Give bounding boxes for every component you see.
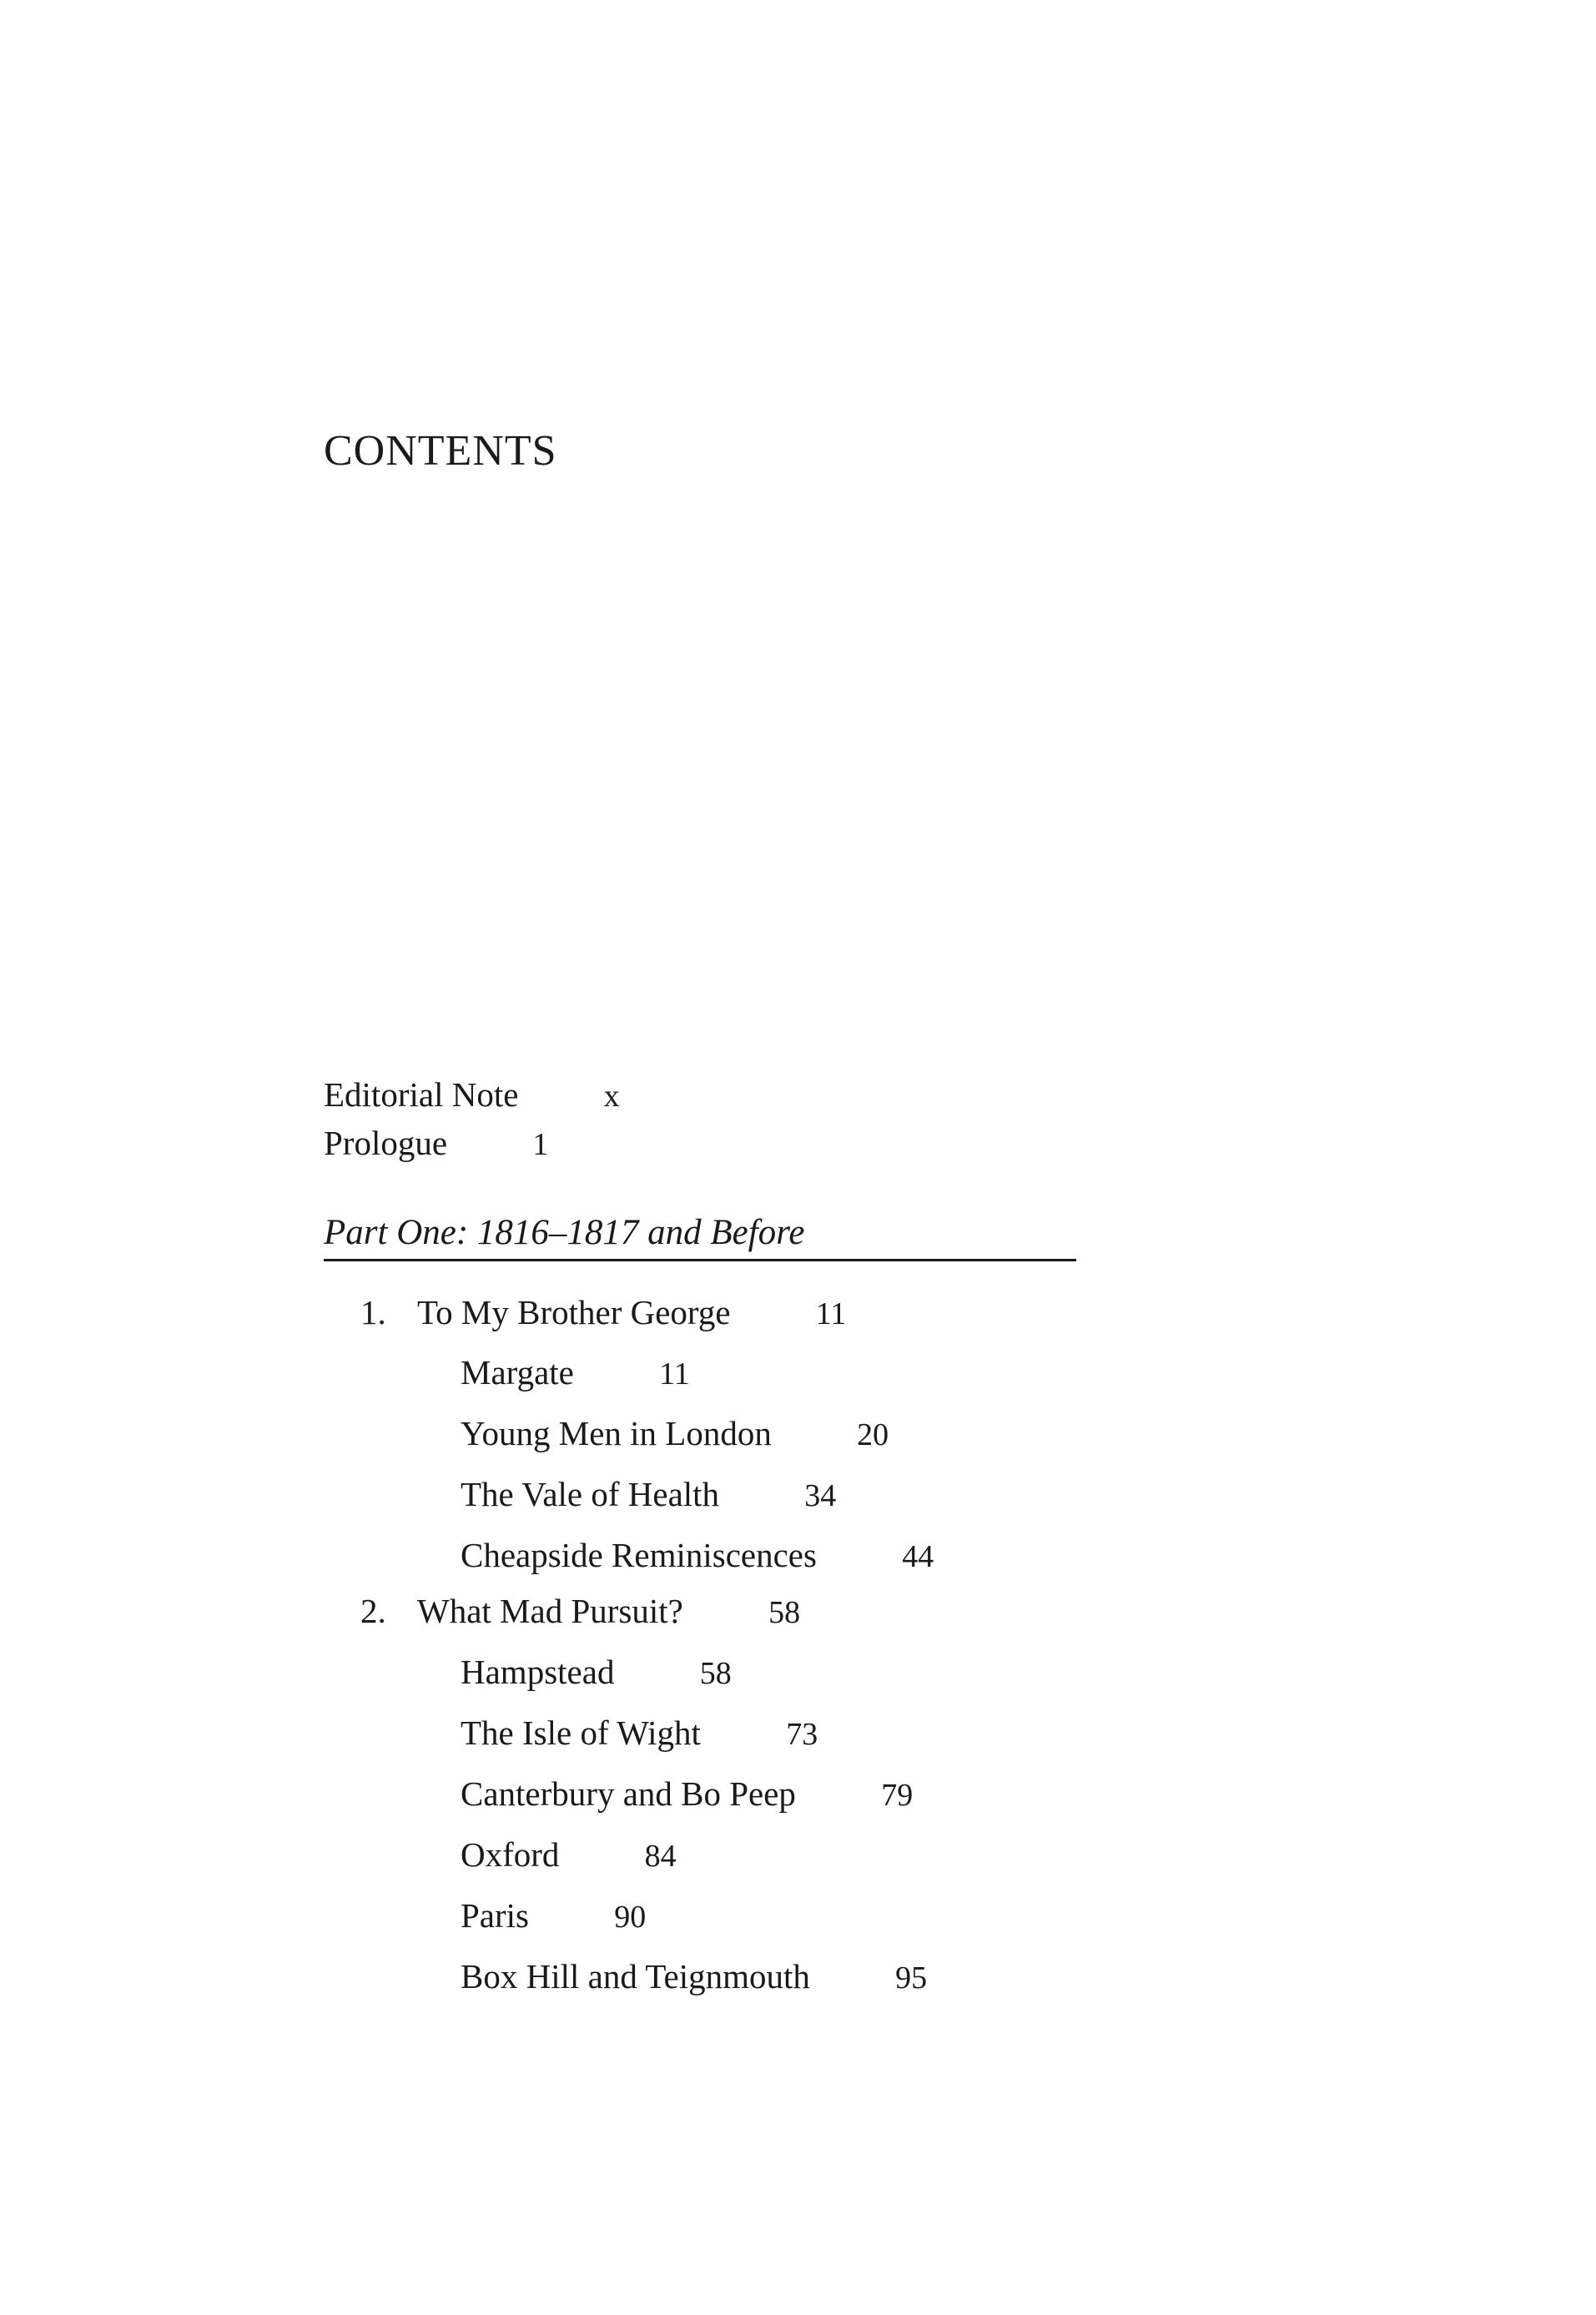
toc-section-paris[interactable]	[461, 1896, 647, 1935]
entry-title: Prologue	[324, 1124, 448, 1162]
chapter-number: 2.	[360, 1592, 386, 1630]
section-page: 79	[881, 1778, 914, 1813]
chapter-title: To My Brother George	[417, 1293, 731, 1331]
section-title: The Isle of Wight	[461, 1714, 701, 1752]
toc-section-young-men-in-london[interactable]	[461, 1414, 889, 1452]
chapter-title: What Mad Pursuit?	[417, 1592, 683, 1630]
entry-page: 1	[532, 1127, 549, 1162]
entry-title: Editorial Note	[324, 1075, 519, 1114]
section-title: Margate	[461, 1353, 574, 1392]
contents-heading: CONTENTS	[324, 427, 557, 475]
section-title: Hampstead	[461, 1653, 615, 1691]
toc-entry-editorial-note[interactable]	[324, 1075, 620, 1114]
toc-section-oxford[interactable]	[461, 1835, 677, 1874]
section-title: Canterbury and Bo Peep	[461, 1774, 796, 1813]
section-title: Box Hill and Teignmouth	[461, 1957, 810, 1995]
part-one-heading: Part One: 1816–1817 and Before	[324, 1215, 1076, 1261]
toc-section-margate[interactable]	[461, 1353, 690, 1392]
section-page: 84	[644, 1839, 677, 1874]
toc-chapter-1[interactable]	[360, 1293, 847, 1331]
section-page: 95	[895, 1960, 928, 1995]
section-page: 58	[699, 1656, 732, 1691]
section-title: Young Men in London	[461, 1414, 772, 1452]
toc-section-box-hill-and-teignmouth[interactable]	[461, 1957, 928, 1995]
toc-section-cheapside-reminiscences[interactable]	[461, 1538, 934, 1573]
toc-section-hampstead[interactable]	[461, 1655, 732, 1689]
section-page: 11	[659, 1356, 690, 1392]
section-page: 73	[786, 1717, 818, 1752]
toc-entry-prologue[interactable]	[324, 1126, 548, 1160]
section-page: 90	[614, 1900, 647, 1935]
chapter-number: 1.	[360, 1293, 386, 1331]
section-title: Cheapside Reminiscences	[461, 1536, 817, 1574]
chapter-page: 58	[768, 1595, 801, 1630]
section-page: 20	[857, 1417, 889, 1452]
section-title: Oxford	[461, 1835, 560, 1874]
section-page: 44	[902, 1539, 934, 1574]
toc-section-the-isle-of-wight[interactable]	[461, 1716, 818, 1750]
section-title: Paris	[461, 1896, 529, 1935]
entry-page: x	[603, 1079, 620, 1114]
chapter-page: 11	[815, 1296, 847, 1331]
toc-section-canterbury-and-bo-peep[interactable]	[461, 1774, 914, 1813]
section-page: 34	[804, 1478, 837, 1513]
toc-chapter-2[interactable]	[360, 1594, 800, 1628]
section-title: The Vale of Health	[461, 1475, 720, 1513]
toc-section-the-vale-of-health[interactable]	[461, 1477, 836, 1512]
